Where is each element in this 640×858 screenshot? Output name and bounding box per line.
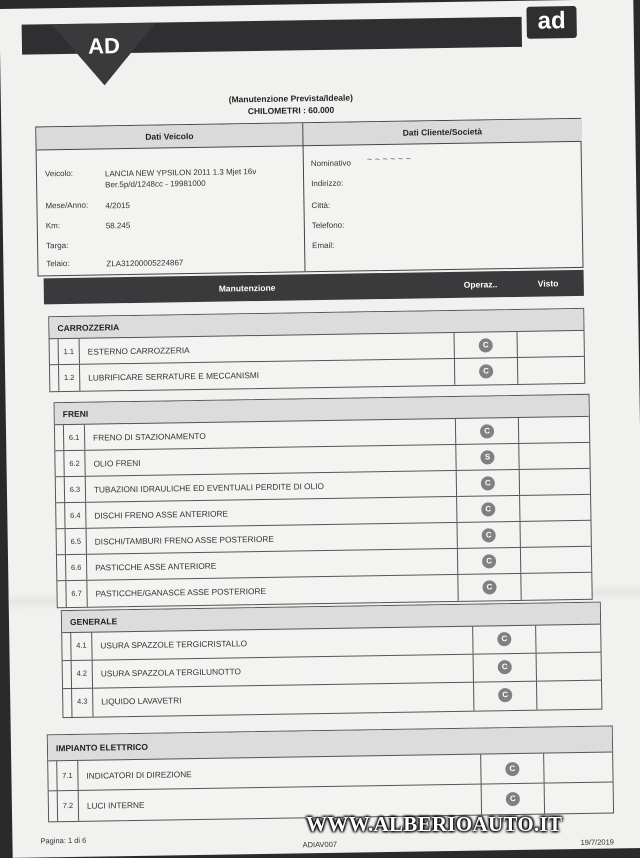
row-description: INDICATORI DI DIREZIONE [86,769,192,781]
operation-cell [454,358,518,385]
row-number: 7.2 [57,791,79,821]
operation-badge: C [482,554,496,568]
section-title: IMPIANTO ELETTRICO [48,727,612,762]
operation-cell [457,548,521,574]
section-carrozzeria [48,308,585,392]
operation-cell [456,522,520,548]
section-title: GENERALE [62,603,600,633]
operation-badge: C [505,762,519,776]
row-number: 6.2 [63,451,85,476]
row-number: 6.1 [63,425,85,450]
ad-triangle-text: AD [87,33,121,59]
website-watermark: WWW.ALBERIOAUTO.IT [306,812,563,836]
field-label: Email: [312,240,335,251]
vehicle-heading: Dati Veicolo [36,123,302,149]
field-label: Veicolo: [44,168,74,179]
handwritten-name: ~ ~ ~ ~ ~ ~ [366,153,411,165]
row-number: 6.7 [65,581,87,607]
row-number: 4.1 [70,633,92,660]
operation-badge: C [497,632,511,646]
operation-cell [481,784,545,815]
field-value: 58.245 [105,221,131,231]
maintenance-label: Manutenzione [218,282,276,294]
operation-cell [457,574,521,601]
operation-badge: S [480,450,494,464]
operation-cell [472,626,536,654]
row-description: DISCHI/TAMBURI FRENO ASSE POSTERIORE [94,533,274,547]
operation-cell [455,418,519,444]
sheet-heading [161,90,421,118]
row-description: FRENO DI STAZIONAMENTO [93,430,206,443]
operation-badge: C [498,688,512,702]
operation-badge: C [481,502,495,516]
row-description: USURA SPAZZOLA TERGILUNOTTO [100,666,242,679]
document-date: 19/7/2019 [580,837,614,848]
row-description: OLIO FRENI [93,457,141,469]
operation-badge: C [480,424,494,438]
field-value: LANCIA NEW YPSILON 2011 1.3 Mjet 16v Ber.5p/d/1248cc - 19981000 [104,167,257,190]
operation-cell [454,332,518,358]
page-number: Pagina: 1 di 6 [40,835,87,846]
row-number: 1.1 [58,339,80,364]
row-description: LUCI INTERNE [86,799,145,811]
field-value: ZLA31200005224867 [106,258,184,269]
document-code: ADIAV007 [302,839,338,850]
operation-cell [455,444,519,470]
section-title: CARROZZERIA [49,309,583,339]
visto-label: Visto [537,278,559,289]
operation-badge: C [482,528,496,542]
client-heading: Dati Cliente/Società [303,119,581,145]
field-value [106,238,286,241]
row-description: ESTERNO CARROZZERIA [87,345,190,357]
row-description: PASTICCHE/GANASCE ASSE POSTERIORE [95,585,267,599]
operation-cell [456,470,520,496]
operation-cell [473,654,537,682]
ad-triangle-logo [52,23,157,87]
row-description: DISCHI FRENO ASSE ANTERIORE [94,508,229,521]
field-label: Città: [311,200,331,211]
operation-badge: C [479,364,493,378]
row-number: 7.1 [56,761,78,790]
section-title: FRENI [55,395,589,425]
section-impianto-elettrico [47,725,614,822]
heading-line2: CHILOMETRI : 60.000 [247,104,335,117]
field-label: Mese/Anno: [45,200,89,211]
row-description: USURA SPAZZOLE TERGICRISTALLO [100,638,248,651]
row-number: 6.3 [64,477,86,502]
operation-cell [473,682,537,711]
row-description: PASTICCHE ASSE ANTERIORE [95,560,217,573]
field-label: Km: [45,221,61,231]
operation-cell [480,754,544,784]
row-number: 4.2 [71,661,93,688]
field-label: Targa: [46,240,69,251]
row-number: 6.5 [65,529,87,554]
operation-badge: C [498,660,512,674]
operation-badge: C [479,338,493,352]
ad-logo: ad [526,6,576,39]
field-label: Nominativo [310,158,351,169]
field-label: Indirizzo: [311,178,344,189]
field-value: 4/2015 [105,201,131,211]
heading-line1: (Manutenzione Prevista/Ideale) [228,92,353,105]
data-box [35,118,583,277]
section-generale [61,602,603,718]
section-freni [54,394,593,608]
row-description: TUBAZIONI IDRAULICHE ED EVENTUALI PERDITE DI OLIO [93,480,325,495]
operazione-label: Operaz.. [463,279,498,290]
field-label: Telaio: [46,258,70,269]
field-label: Telefono: [311,220,345,231]
row-description: LIQUIDO LAVAVETRI [101,695,182,707]
operation-badge: C [482,580,496,594]
row-number: 6.4 [64,503,86,528]
row-description: LUBRIFICARE SERRATURE E MECCANISMI [88,369,260,383]
operation-badge: C [481,476,495,490]
row-number: 6.6 [65,555,87,580]
operation-badge: C [506,792,520,806]
operation-cell [456,496,520,522]
row-number: 4.3 [71,689,93,717]
row-number: 1.2 [58,365,80,391]
